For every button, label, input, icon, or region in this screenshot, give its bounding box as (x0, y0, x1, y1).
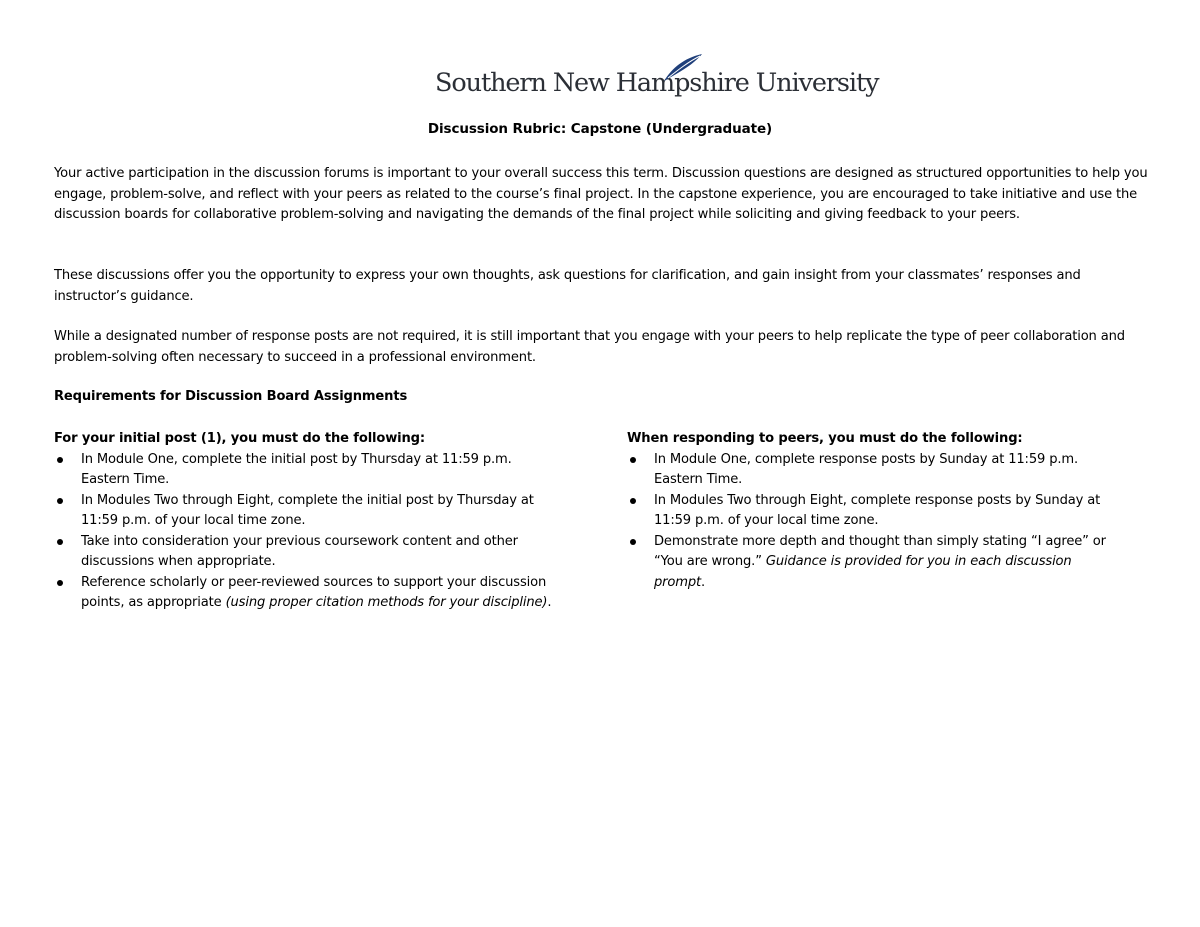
bullet-icon (57, 498, 63, 504)
list-item: Reference scholarly or peer-reviewed sources to support your discussion points, as appropriate (using proper citation methods for your discipline). (54, 573, 561, 614)
intro-paragraph-3: While a designated number of response posts are not required, it is still important that you engage with your peers to help replicate the type of peer collaboration and problem-solving often necessary to succeed in a professional environment. (54, 329, 1125, 365)
responding-heading: When responding to peers, you must do the following: (627, 431, 1023, 446)
list-item: Demonstrate more depth and thought than simply stating “I agree” or “You are wrong.” Guidance is provided for you in each discussion prompt. (627, 532, 1114, 594)
list-item: In Modules Two through Eight, complete the initial post by Thursday at 11:59 p.m. of your local time zone. (54, 491, 561, 532)
bullet-icon (57, 457, 63, 463)
list-item: In Module One, complete response posts by Sunday at 11:59 p.m. Eastern Time. (627, 450, 1114, 491)
initial-post-section (54, 429, 574, 614)
leaf-icon (650, 52, 710, 82)
bullet-icon (57, 580, 63, 586)
requirements-heading: Requirements for Discussion Board Assignments (54, 389, 408, 404)
bullet-icon (57, 539, 63, 545)
bullet-icon (630, 457, 636, 463)
university-logo (435, 52, 879, 108)
intro-paragraph-2: These discussions offer you the opportunity to express your own thoughts, ask questions for clarification, and gain insight from your classmates’ responses and instructor’s guidance. (54, 268, 1081, 304)
responding-section (627, 429, 1147, 593)
list-item: In Module One, complete the initial post by Thursday at 11:59 p.m. Eastern Time. (54, 450, 561, 491)
logo-wordmark: Southern New Hampshire University (435, 68, 879, 98)
intro-paragraph-1: Your active participation in the discussion forums is important to your overall success this term. Discussion questions are designed as structured opportunities to help you engage, problem-solve, and reflect with your peers as related to the course’s final project. In the capstone experience, you are encouraged to take initiative and use the discussion boards for collaborative problem-solving and navigating the demands of the final project while soliciting and giving feedback to your peers. (54, 166, 1148, 222)
page-title: Discussion Rubric: Capstone (Undergraduate) (427, 121, 773, 137)
initial-post-heading: For your initial post (1), you must do the following: (54, 431, 425, 446)
list-item: In Modules Two through Eight, complete response posts by Sunday at 11:59 p.m. of your local time zone. (627, 491, 1114, 532)
responding-list (627, 450, 1147, 594)
bullet-icon (630, 498, 636, 504)
list-item: Take into consideration your previous coursework content and other discussions when appropriate. (54, 532, 561, 573)
bullet-icon (630, 539, 636, 545)
initial-post-list (54, 450, 574, 614)
